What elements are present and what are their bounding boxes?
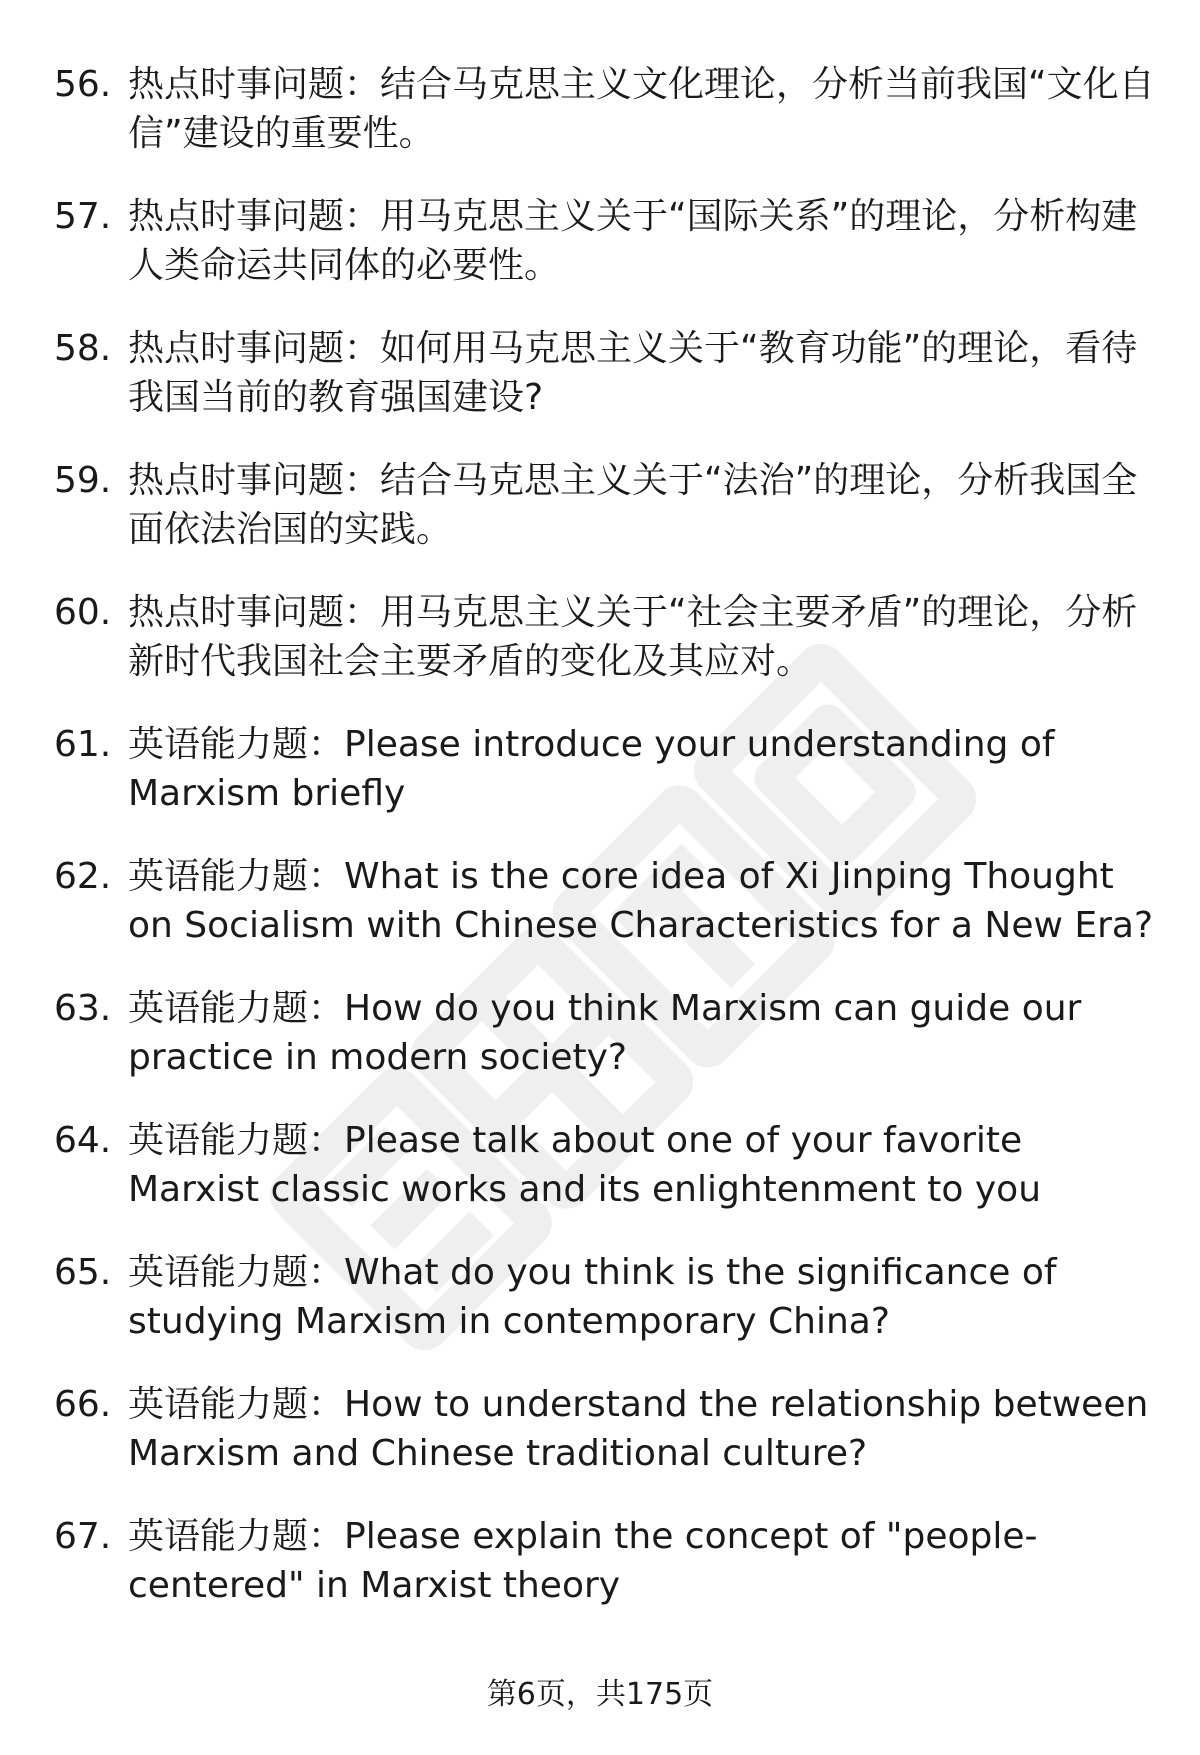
question-text: 热点时事问题：用马克思主义关于“社会主要矛盾”的理论，分析新时代我国社会主要矛盾的变化及其应对。 — [128, 592, 1138, 682]
question-text: 英语能力题：Please talk about one of your favorite Marxist classic works and its enlightenment to you — [128, 1120, 1042, 1210]
question-item — [54, 1380, 1164, 1512]
question-number: 56. — [54, 64, 112, 105]
question-number: 63. — [54, 988, 112, 1029]
question-number: 59. — [54, 460, 112, 501]
question-number: 58. — [54, 328, 112, 369]
question-number: 67. — [54, 1516, 112, 1557]
question-text: 英语能力题：What is the core idea of Xi Jinping Thought on Socialism with Chinese Characteristics for a New Era? — [128, 856, 1154, 946]
question-text: 英语能力题：Please explain the concept of "people-centered" in Marxist theory — [128, 1516, 1038, 1606]
question-text: 热点时事问题：结合马克思主义关于“法治”的理论，分析我国全面依法治国的实践。 — [128, 460, 1138, 550]
question-item — [54, 324, 1164, 456]
question-text: 热点时事问题：用马克思主义关于“国际关系”的理论，分析构建人类命运共同体的必要性。 — [128, 196, 1138, 286]
question-item — [54, 192, 1164, 324]
question-text: 英语能力题：What do you think is the significance of studying Marxism in contemporary China? — [128, 1252, 1057, 1342]
question-text: 英语能力题：How to understand the relationship between Marxism and Chinese traditional culture? — [128, 1384, 1149, 1474]
question-item — [54, 720, 1164, 852]
question-item — [54, 1248, 1164, 1380]
page-number-label: 第6页，共175页 — [486, 1677, 714, 1712]
question-number: 62. — [54, 856, 112, 897]
page-footer — [0, 1675, 1200, 1715]
question-item — [54, 1116, 1164, 1248]
question-item — [54, 588, 1164, 720]
question-item — [54, 60, 1164, 192]
question-item — [54, 852, 1164, 984]
question-text: 热点时事问题：结合马克思主义文化理论，分析当前我国“文化自信”建设的重要性。 — [128, 64, 1155, 154]
question-number: 64. — [54, 1120, 112, 1161]
question-number: 57. — [54, 196, 112, 237]
question-number: 65. — [54, 1252, 112, 1293]
question-list — [54, 60, 1164, 1644]
question-number: 66. — [54, 1384, 112, 1425]
question-text: 英语能力题：Please introduce your understanding of Marxism briefly — [128, 724, 1055, 814]
question-number: 60. — [54, 592, 112, 633]
question-item — [54, 984, 1164, 1116]
question-text: 英语能力题：How do you think Marxism can guide our practice in modern society? — [128, 988, 1082, 1078]
question-item — [54, 1512, 1164, 1644]
question-item — [54, 456, 1164, 588]
question-number: 61. — [54, 724, 112, 765]
question-text: 热点时事问题：如何用马克思主义关于“教育功能”的理论，看待我国当前的教育强国建设? — [128, 328, 1138, 418]
